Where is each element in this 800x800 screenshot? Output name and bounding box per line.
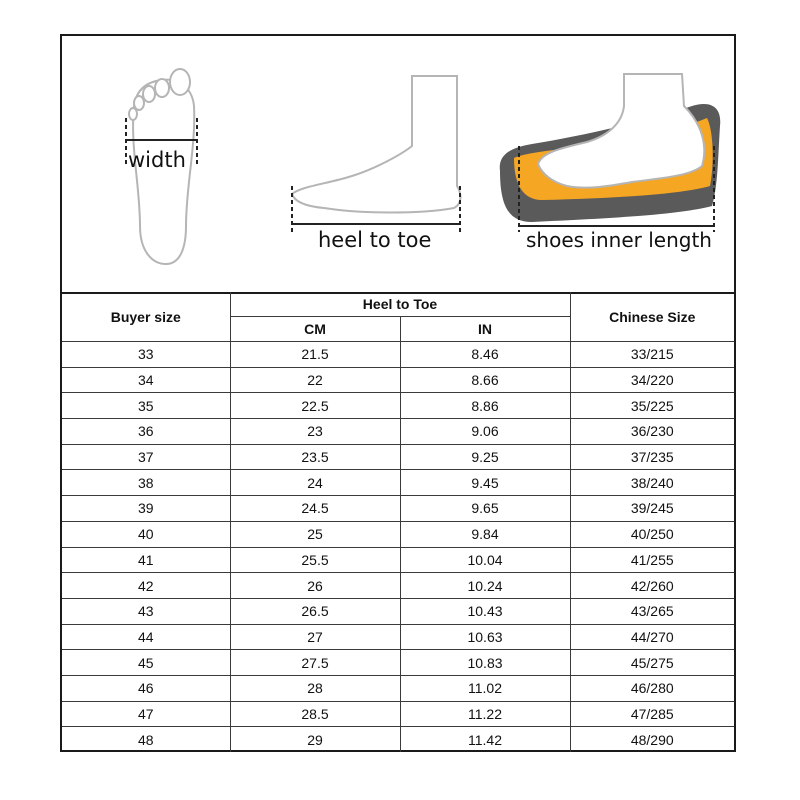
- cm-cell: 22.5: [230, 393, 400, 419]
- shoe-icon: [500, 74, 721, 222]
- chinese-size-cell: 42/260: [570, 573, 734, 599]
- buyer-size-cell: 43: [62, 598, 230, 624]
- in-cell: 8.66: [400, 367, 570, 393]
- in-cell: 11.02: [400, 675, 570, 701]
- table-row: [62, 675, 734, 701]
- buyer-size-cell: 37: [62, 444, 230, 470]
- chinese-size-cell: 41/255: [570, 547, 734, 573]
- in-cell: 9.84: [400, 521, 570, 547]
- chinese-size-cell: 48/290: [570, 727, 734, 752]
- cm-cell: 23: [230, 419, 400, 445]
- table-row: [62, 419, 734, 445]
- cm-cell: 24: [230, 470, 400, 496]
- cm-cell: 21.5: [230, 342, 400, 368]
- cm-cell: 25: [230, 521, 400, 547]
- cm-cell: 26: [230, 573, 400, 599]
- cm-cell: 27: [230, 624, 400, 650]
- in-cell: 9.25: [400, 444, 570, 470]
- table-row: [62, 393, 734, 419]
- table-row: [62, 624, 734, 650]
- cm-cell: 28.5: [230, 701, 400, 727]
- foot-side-icon: [292, 76, 460, 213]
- table-row: [62, 727, 734, 752]
- buyer-size-cell: 34: [62, 367, 230, 393]
- in-cell: 10.43: [400, 598, 570, 624]
- heel-to-toe-header: Heel to Toe: [230, 292, 570, 317]
- table-row: [62, 547, 734, 573]
- cm-cell: 27.5: [230, 650, 400, 676]
- chinese-size-header: Chinese Size: [570, 292, 734, 342]
- cm-cell: 26.5: [230, 598, 400, 624]
- chinese-size-cell: 45/275: [570, 650, 734, 676]
- chinese-size-cell: 46/280: [570, 675, 734, 701]
- table-row: [62, 367, 734, 393]
- buyer-size-cell: 41: [62, 547, 230, 573]
- in-cell: 11.22: [400, 701, 570, 727]
- cm-cell: 22: [230, 367, 400, 393]
- chinese-size-cell: 40/250: [570, 521, 734, 547]
- buyer-size-cell: 33: [62, 342, 230, 368]
- table-row: [62, 521, 734, 547]
- in-cell: 8.86: [400, 393, 570, 419]
- in-cell: 10.83: [400, 650, 570, 676]
- buyer-size-cell: 45: [62, 650, 230, 676]
- cm-cell: 28: [230, 675, 400, 701]
- chinese-size-cell: 38/240: [570, 470, 734, 496]
- in-header: IN: [400, 317, 570, 342]
- buyer-size-cell: 47: [62, 701, 230, 727]
- chinese-size-cell: 33/215: [570, 342, 734, 368]
- table-row: [62, 342, 734, 368]
- chinese-size-cell: 43/265: [570, 598, 734, 624]
- table-row: [62, 650, 734, 676]
- chinese-size-cell: 37/235: [570, 444, 734, 470]
- table-row: [62, 701, 734, 727]
- chinese-size-cell: 44/270: [570, 624, 734, 650]
- measurement-illustration: [62, 36, 734, 294]
- table-row: [62, 496, 734, 522]
- in-cell: 8.46: [400, 342, 570, 368]
- width-label: width: [128, 148, 186, 172]
- buyer-size-cell: 36: [62, 419, 230, 445]
- table-row: [62, 598, 734, 624]
- buyer-size-cell: 48: [62, 727, 230, 752]
- cm-cell: 24.5: [230, 496, 400, 522]
- table-header-row: [62, 292, 734, 317]
- in-cell: 9.65: [400, 496, 570, 522]
- buyer-size-header: Buyer size: [62, 292, 230, 342]
- buyer-size-cell: 42: [62, 573, 230, 599]
- chinese-size-cell: 39/245: [570, 496, 734, 522]
- shoes-inner-length-label: shoes inner length: [526, 228, 712, 252]
- chinese-size-cell: 36/230: [570, 419, 734, 445]
- table-row: [62, 573, 734, 599]
- buyer-size-cell: 38: [62, 470, 230, 496]
- cm-cell: 29: [230, 727, 400, 752]
- cm-cell: 23.5: [230, 444, 400, 470]
- in-cell: 9.06: [400, 419, 570, 445]
- chinese-size-cell: 47/285: [570, 701, 734, 727]
- in-cell: 10.63: [400, 624, 570, 650]
- buyer-size-cell: 44: [62, 624, 230, 650]
- size-chart-frame: [60, 34, 736, 752]
- chinese-size-cell: 35/225: [570, 393, 734, 419]
- size-table: [62, 292, 734, 752]
- cm-cell: 25.5: [230, 547, 400, 573]
- in-cell: 9.45: [400, 470, 570, 496]
- buyer-size-cell: 40: [62, 521, 230, 547]
- table-body: [62, 342, 734, 753]
- cm-header: CM: [230, 317, 400, 342]
- buyer-size-cell: 46: [62, 675, 230, 701]
- table-row: [62, 470, 734, 496]
- buyer-size-cell: 35: [62, 393, 230, 419]
- buyer-size-cell: 39: [62, 496, 230, 522]
- chinese-size-cell: 34/220: [570, 367, 734, 393]
- table-row: [62, 444, 734, 470]
- in-cell: 11.42: [400, 727, 570, 752]
- in-cell: 10.24: [400, 573, 570, 599]
- heel-to-toe-label: heel to toe: [318, 228, 432, 252]
- in-cell: 10.04: [400, 547, 570, 573]
